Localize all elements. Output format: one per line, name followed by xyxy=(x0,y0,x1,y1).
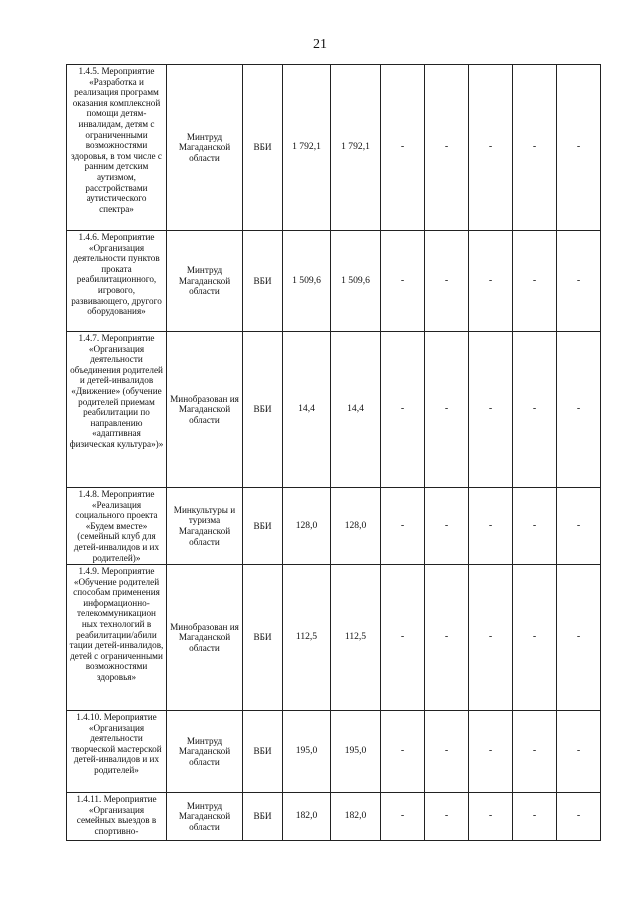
empty-value-cell: - xyxy=(425,65,469,231)
total-amount-cell: 112,5 xyxy=(283,565,331,711)
executor-cell: Минобразован ия Магаданской области xyxy=(167,565,243,711)
empty-value-cell: - xyxy=(469,793,513,841)
empty-value-cell: - xyxy=(557,332,601,488)
year-amount-cell: 112,5 xyxy=(331,565,381,711)
empty-value-cell: - xyxy=(469,711,513,793)
executor-cell: Минобразован ия Магаданской области xyxy=(167,332,243,488)
funding-source-cell: ВБИ xyxy=(243,332,283,488)
year-amount-cell: 1 792,1 xyxy=(331,65,381,231)
table-row xyxy=(67,565,601,711)
program-table xyxy=(66,64,601,841)
total-amount-cell: 195,0 xyxy=(283,711,331,793)
activity-name-cell: 1.4.10. Мероприятие «Организация деятельности творческой мастерской детей-инвалидов и их родителей» xyxy=(67,711,167,793)
empty-value-cell: - xyxy=(513,565,557,711)
empty-value-cell: - xyxy=(513,711,557,793)
table-body xyxy=(67,65,601,841)
empty-value-cell: - xyxy=(469,332,513,488)
empty-value-cell: - xyxy=(557,793,601,841)
empty-value-cell: - xyxy=(381,65,425,231)
funding-source-cell: ВБИ xyxy=(243,65,283,231)
empty-value-cell: - xyxy=(381,488,425,565)
total-amount-cell: 1 792,1 xyxy=(283,65,331,231)
year-amount-cell: 1 509,6 xyxy=(331,231,381,332)
activity-name-cell: 1.4.9. Мероприятие «Обучение родителей способам применения информационно-телекоммуникацион ных технологий в реабилитации/абили тации детей-инвалидов, детей с ограниченными возможностями здоровья» xyxy=(67,565,167,711)
empty-value-cell: - xyxy=(513,488,557,565)
empty-value-cell: - xyxy=(557,711,601,793)
executor-cell: Минкультуры и туризма Магаданской области xyxy=(167,488,243,565)
empty-value-cell: - xyxy=(469,65,513,231)
table-row xyxy=(67,488,601,565)
empty-value-cell: - xyxy=(469,231,513,332)
empty-value-cell: - xyxy=(513,332,557,488)
empty-value-cell: - xyxy=(425,488,469,565)
empty-value-cell: - xyxy=(557,488,601,565)
empty-value-cell: - xyxy=(381,793,425,841)
empty-value-cell: - xyxy=(425,793,469,841)
table-row xyxy=(67,711,601,793)
activity-name-cell: 1.4.11. Мероприятие «Организация семейных выездов в спортивно- xyxy=(67,793,167,841)
total-amount-cell: 14,4 xyxy=(283,332,331,488)
executor-cell: Минтруд Магаданской области xyxy=(167,65,243,231)
empty-value-cell: - xyxy=(381,231,425,332)
year-amount-cell: 128,0 xyxy=(331,488,381,565)
executor-cell: Минтруд Магаданской области xyxy=(167,711,243,793)
executor-cell: Минтруд Магаданской области xyxy=(167,793,243,841)
empty-value-cell: - xyxy=(381,565,425,711)
total-amount-cell: 182,0 xyxy=(283,793,331,841)
activity-name-cell: 1.4.8. Мероприятие «Реализация социального проекта «Будем вместе» (семейный клуб для детей-инвалидов и их родителей)» xyxy=(67,488,167,565)
empty-value-cell: - xyxy=(381,711,425,793)
empty-value-cell: - xyxy=(469,488,513,565)
empty-value-cell: - xyxy=(425,332,469,488)
empty-value-cell: - xyxy=(513,231,557,332)
funding-source-cell: ВБИ xyxy=(243,231,283,332)
empty-value-cell: - xyxy=(513,65,557,231)
table-row xyxy=(67,332,601,488)
table-row xyxy=(67,65,601,231)
year-amount-cell: 14,4 xyxy=(331,332,381,488)
empty-value-cell: - xyxy=(425,231,469,332)
funding-source-cell: ВБИ xyxy=(243,488,283,565)
year-amount-cell: 195,0 xyxy=(331,711,381,793)
empty-value-cell: - xyxy=(557,65,601,231)
page-number: 21 xyxy=(313,37,327,52)
empty-value-cell: - xyxy=(557,565,601,711)
activity-name-cell: 1.4.5. Мероприятие «Разработка и реализация программ оказания комплексной помощи детям-инвалидам, детям с ограниченными возможностями здоровья, в том числе с ранним детским аутизмом, расстройствами аутистического спектра» xyxy=(67,65,167,231)
activity-name-cell: 1.4.6. Мероприятие «Организация деятельности пунктов проката реабилитационного, игрового, развивающего, другого оборудования» xyxy=(67,231,167,332)
empty-value-cell: - xyxy=(425,565,469,711)
empty-value-cell: - xyxy=(469,565,513,711)
table-row xyxy=(67,231,601,332)
table-row xyxy=(67,793,601,841)
empty-value-cell: - xyxy=(425,711,469,793)
total-amount-cell: 128,0 xyxy=(283,488,331,565)
funding-source-cell: ВБИ xyxy=(243,793,283,841)
executor-cell: Минтруд Магаданской области xyxy=(167,231,243,332)
funding-source-cell: ВБИ xyxy=(243,565,283,711)
activity-name-cell: 1.4.7. Мероприятие «Организация деятельности объединения родителей и детей-инвалидов «Движение» (обучение родителей приемам реабилитации по направлению «адаптивная физическая культура»)» xyxy=(67,332,167,488)
total-amount-cell: 1 509,6 xyxy=(283,231,331,332)
empty-value-cell: - xyxy=(557,231,601,332)
empty-value-cell: - xyxy=(381,332,425,488)
funding-source-cell: ВБИ xyxy=(243,711,283,793)
year-amount-cell: 182,0 xyxy=(331,793,381,841)
empty-value-cell: - xyxy=(513,793,557,841)
